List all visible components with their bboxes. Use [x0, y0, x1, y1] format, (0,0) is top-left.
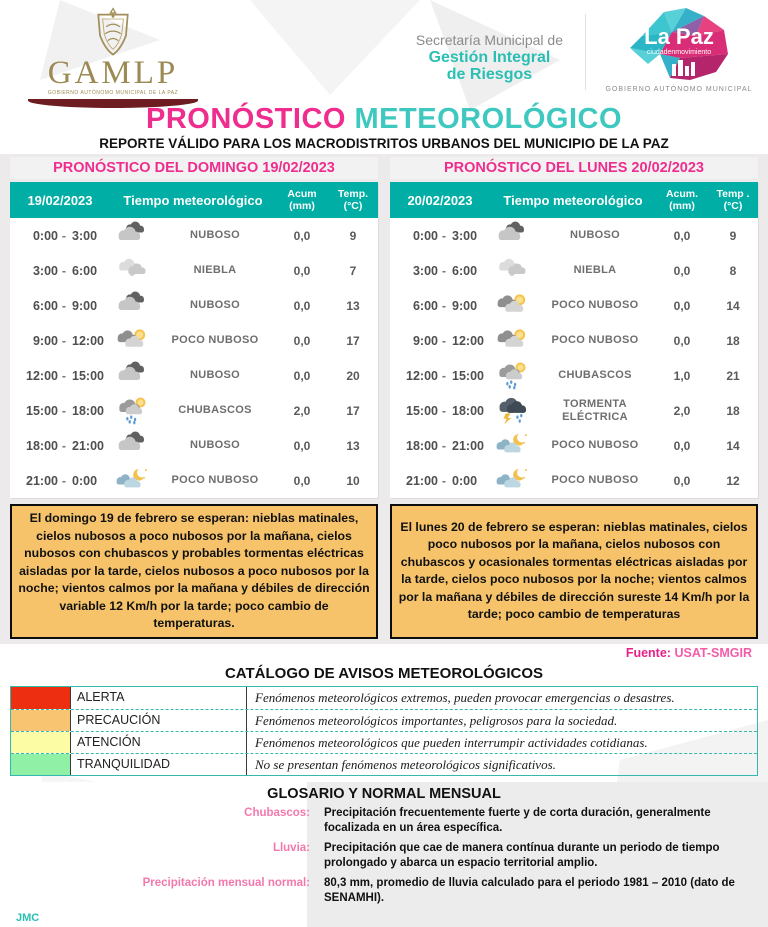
glossary-term: Chubascos: — [244, 806, 310, 819]
weather-icon-cell — [490, 396, 534, 426]
poco-nuboso-dia-icon — [495, 291, 529, 321]
column-header-weather: Tiempo meteorológico — [123, 192, 263, 208]
weather-condition: POCO NUBOSO — [171, 334, 259, 346]
temp-value: 9 — [349, 228, 357, 243]
author-initials: JMC — [16, 911, 40, 924]
weather-icon-cell — [490, 221, 534, 251]
forecast-row — [390, 288, 758, 323]
column-header-acum: Acum (mm) — [287, 188, 317, 212]
weather-condition: NIEBLA — [573, 264, 617, 276]
weather-icon-cell — [490, 431, 534, 461]
forecast-row — [390, 253, 758, 288]
nuboso-icon — [495, 221, 529, 251]
alert-level-swatch — [11, 732, 71, 753]
glossary-entry — [0, 841, 768, 871]
time-range: 15:00 - 18:00 — [26, 403, 104, 418]
forecast-row — [10, 288, 378, 323]
temp-value: 18 — [726, 333, 740, 348]
catalog-row — [11, 753, 757, 775]
alert-level-description: Fenómenos meteorológicos importantes, peligrosos para la sociedad. — [255, 712, 618, 728]
alert-level-swatch — [11, 710, 71, 731]
forecast-row — [10, 428, 378, 463]
temp-value: 12 — [726, 473, 740, 488]
weather-icon-cell — [110, 361, 154, 391]
forecast-row — [390, 463, 758, 498]
time-range: 21:00 - 0:00 — [26, 473, 98, 488]
temp-value: 10 — [346, 473, 360, 488]
weather-icon-cell — [490, 361, 534, 391]
weather-condition: NUBOSO — [189, 439, 241, 451]
weather-condition: NUBOSO — [189, 369, 241, 381]
poco-nuboso-noche-icon — [115, 466, 149, 496]
acum-value: 0,0 — [673, 263, 691, 278]
time-range: 12:00 - 15:00 — [406, 368, 484, 383]
nuboso-icon — [115, 361, 149, 391]
page-title-part2: METEOROLÓGICO — [354, 103, 623, 135]
time-range: 15:00 - 18:00 — [406, 403, 484, 418]
catalog-row — [11, 731, 757, 753]
weather-icon-cell — [110, 326, 154, 356]
forecast-row — [10, 218, 378, 253]
forecast-table-domingo — [10, 182, 378, 498]
weather-icon-cell — [490, 466, 534, 496]
weather-condition: POCO NUBOSO — [171, 474, 259, 486]
acum-value: 0,0 — [293, 298, 311, 313]
weather-icon-cell — [110, 291, 154, 321]
alert-level-label: TRANQUILIDAD — [71, 754, 247, 775]
poco-nuboso-noche-icon — [495, 466, 529, 496]
forecast-table-body — [10, 218, 378, 498]
acum-value: 0,0 — [673, 228, 691, 243]
weather-icon-cell — [110, 396, 154, 426]
glossary-entry — [0, 806, 768, 836]
weather-icon-cell — [490, 326, 534, 356]
weather-condition: NIEBLA — [193, 264, 237, 276]
forecast-row — [10, 393, 378, 428]
column-header-temp: Temp . (°C) — [716, 188, 750, 212]
temp-value: 21 — [726, 368, 740, 383]
weather-condition: POCO NUBOSO — [551, 299, 639, 311]
forecast-table-header — [390, 182, 758, 218]
alert-level-swatch — [11, 754, 71, 775]
glossary-definition: Precipitación que cae de manera contínua durante un periodo de tiempo prolongado y abarca un espacio territorial amplio. — [324, 841, 720, 869]
secretaria-logo-text — [416, 32, 563, 83]
forecast-row — [10, 323, 378, 358]
forecast-row — [390, 323, 758, 358]
forecast-row — [390, 358, 758, 393]
time-range: 18:00 - 21:00 — [406, 438, 484, 453]
acum-value: 0,0 — [293, 438, 311, 453]
weather-icon-cell — [110, 221, 154, 251]
acum-value: 0,0 — [673, 473, 691, 488]
time-range: 0:00 - 3:00 — [32, 228, 98, 243]
weather-condition: TORMENTA ELÉCTRICA — [562, 397, 628, 423]
acum-value: 2,0 — [673, 403, 691, 418]
temp-value: 13 — [346, 298, 360, 313]
summary-domingo: El domingo 19 de febrero se esperan: nieblas matinales, cielos nubosos a poco nubosos por la mañana, cielos nubosos con chubascos y probables tormentas eléctricas aisladas por la tarde, cielos nubosos a poco nubosos por la noche; vientos calmos por la mañana y débiles de dirección variable 12 Km/h por la tarde; poco cambio de temperaturas. — [10, 504, 378, 639]
secretaria-line2: Gestión Integral — [428, 49, 551, 66]
alert-level-swatch — [11, 687, 71, 709]
niebla-icon — [495, 256, 529, 286]
acum-value: 2,0 — [293, 403, 311, 418]
glossary-entry — [0, 876, 768, 906]
acum-value: 0,0 — [293, 473, 311, 488]
time-range: 6:00 - 9:00 — [32, 298, 98, 313]
time-range: 12:00 - 15:00 — [26, 368, 104, 383]
forecast-row — [390, 393, 758, 428]
source-label: Fuente: — [625, 645, 671, 660]
weather-condition: POCO NUBOSO — [551, 334, 639, 346]
nuboso-icon — [115, 221, 149, 251]
weather-icon-cell — [490, 291, 534, 321]
weather-condition: NUBOSO — [569, 229, 621, 241]
page-title — [0, 104, 768, 134]
temp-value: 7 — [349, 263, 357, 278]
weather-condition: POCO NUBOSO — [551, 439, 639, 451]
gamlp-logo — [18, 6, 208, 108]
chubascos-icon — [495, 361, 529, 391]
alert-level-label: ALERTA — [71, 687, 247, 709]
time-range: 9:00 - 12:00 — [32, 333, 104, 348]
lapaz-mosaic-icon — [620, 6, 738, 84]
glossary-term: Precipitación mensual normal: — [142, 876, 310, 889]
glossary-title: GLOSARIO Y NORMAL MENSUAL — [267, 785, 501, 802]
gamlp-crest-icon — [87, 6, 139, 58]
weather-condition: CHUBASCOS — [178, 404, 252, 416]
weather-condition: NUBOSO — [189, 299, 241, 311]
temp-value: 17 — [346, 333, 360, 348]
glossary-term: Lluvia: — [272, 841, 310, 854]
column-header-acum: Acum. (mm) — [665, 188, 699, 212]
acum-value: 0,0 — [293, 263, 311, 278]
catalog-title: CATÁLOGO DE AVISOS METEOROLÓGICOS — [224, 664, 544, 682]
glossary-section — [0, 782, 768, 927]
temp-value: 14 — [726, 298, 740, 313]
acum-value: 0,0 — [673, 438, 691, 453]
section-title-domingo: PRONÓSTICO DEL DOMINGO 19/02/2023 — [10, 157, 378, 179]
temp-value: 8 — [729, 263, 737, 278]
source-value: USAT-SMGIR — [674, 645, 752, 660]
catalog-row — [11, 687, 757, 709]
weather-icon-cell — [110, 256, 154, 286]
page-title-part1: PRONÓSTICO — [145, 103, 346, 135]
niebla-icon — [115, 256, 149, 286]
temp-value: 13 — [346, 438, 360, 453]
temp-value: 17 — [346, 403, 360, 418]
time-range: 0:00 - 3:00 — [412, 228, 478, 243]
poco-nuboso-noche-icon — [495, 431, 529, 461]
acum-value: 1,0 — [673, 368, 691, 383]
alert-level-label: PRECAUCIÓN — [71, 710, 247, 731]
weather-condition: NUBOSO — [189, 229, 241, 241]
secretaria-line1: Secretaría Municipal de — [415, 32, 563, 48]
forecast-table-header — [10, 182, 378, 218]
section-title-lunes: PRONÓSTICO DEL LUNES 20/02/2023 — [390, 157, 758, 179]
forecast-band — [0, 154, 768, 644]
svg-text:ciudadenmovimiento: ciudadenmovimiento — [646, 49, 712, 56]
time-range: 3:00 - 6:00 — [32, 263, 98, 278]
forecast-row — [10, 463, 378, 498]
chubascos-icon — [115, 396, 149, 426]
report-header — [0, 0, 768, 104]
weather-condition: CHUBASCOS — [558, 369, 632, 381]
time-range: 6:00 - 9:00 — [412, 298, 478, 313]
weather-icon-cell — [110, 466, 154, 496]
temp-value: 9 — [729, 228, 737, 243]
time-range: 9:00 - 12:00 — [412, 333, 484, 348]
time-range: 18:00 - 21:00 — [26, 438, 104, 453]
column-header-temp: Temp. (°C) — [337, 188, 369, 212]
summary-lunes: El lunes 20 de febrero se esperan: nieblas matinales, cielos poco nubosos por la mañana, cielos nubosos con chubascos y ocasionales tormentas eléctricas aisladas por la tarde, cielos poco nubosos por la noche; vientos calmos por la mañana y débiles de dirección sureste 14 Km/h por la tarde; poco cambio de temperaturas — [390, 504, 758, 639]
weather-icon-cell — [110, 431, 154, 461]
alert-level-label: ATENCIÓN — [71, 732, 247, 753]
catalog-table — [10, 686, 758, 776]
time-range: 21:00 - 0:00 — [406, 473, 478, 488]
lapaz-caption: GOBIERNO AUTÓNOMO MUNICIPAL — [605, 86, 753, 93]
acum-value: 0,0 — [293, 368, 311, 383]
forecast-table-lunes — [390, 182, 758, 498]
svg-text:La Paz: La Paz — [644, 24, 714, 49]
acum-value: 0,0 — [673, 298, 691, 313]
glossary-definition: Precipitación frecuentemente fuerte y de corta duración, generalmente focalizada en un área específica. — [324, 806, 711, 834]
lapaz-logo — [604, 6, 754, 93]
glossary-definition: 80,3 mm, promedio de lluvia calculado para el periodo 1981 – 2010 (dato de SENAMHI). — [324, 876, 735, 904]
temp-value: 18 — [726, 403, 740, 418]
nuboso-icon — [115, 291, 149, 321]
forecast-row — [390, 428, 758, 463]
header-divider — [585, 14, 586, 90]
catalog-row — [11, 709, 757, 731]
source-line — [0, 644, 768, 662]
temp-value: 14 — [726, 438, 740, 453]
secretaria-line3: de Riesgos — [446, 66, 533, 83]
forecast-row — [10, 253, 378, 288]
acum-value: 0,0 — [673, 333, 691, 348]
gamlp-caption: GOBIERNO AUTÓNOMO MUNICIPAL DE LA PAZ — [47, 90, 179, 96]
forecast-row — [10, 358, 378, 393]
weather-condition: POCO NUBOSO — [551, 474, 639, 486]
column-header-weather: Tiempo meteorológico — [503, 192, 643, 208]
temp-value: 20 — [346, 368, 360, 383]
nuboso-icon — [115, 431, 149, 461]
alert-level-description: Fenómenos meteorológicos que pueden interrumpir actividades cotidianas. — [255, 734, 648, 750]
tormenta-electrica-icon — [495, 396, 529, 426]
forecast-row — [390, 218, 758, 253]
forecast-table-body — [390, 218, 758, 498]
weather-icon-cell — [490, 256, 534, 286]
column-header-date: 19/02/2023 — [27, 192, 93, 208]
poco-nuboso-dia-icon — [115, 326, 149, 356]
column-header-date: 20/02/2023 — [407, 192, 473, 208]
alert-level-description: Fenómenos meteorológicos extremos, pueden provocar emergencias o desastres. — [255, 689, 675, 705]
acum-value: 0,0 — [293, 333, 311, 348]
alert-level-description: No se presentan fenómenos meteorológicos significativos. — [255, 756, 556, 772]
acum-value: 0,0 — [293, 228, 311, 243]
poco-nuboso-dia-icon — [495, 326, 529, 356]
gamlp-acronym: GAMLP — [47, 55, 179, 91]
time-range: 3:00 - 6:00 — [412, 263, 478, 278]
page-subtitle: REPORTE VÁLIDO PARA LOS MACRODISTRITOS URBANOS DEL MUNICIPIO DE LA PAZ — [99, 136, 669, 151]
